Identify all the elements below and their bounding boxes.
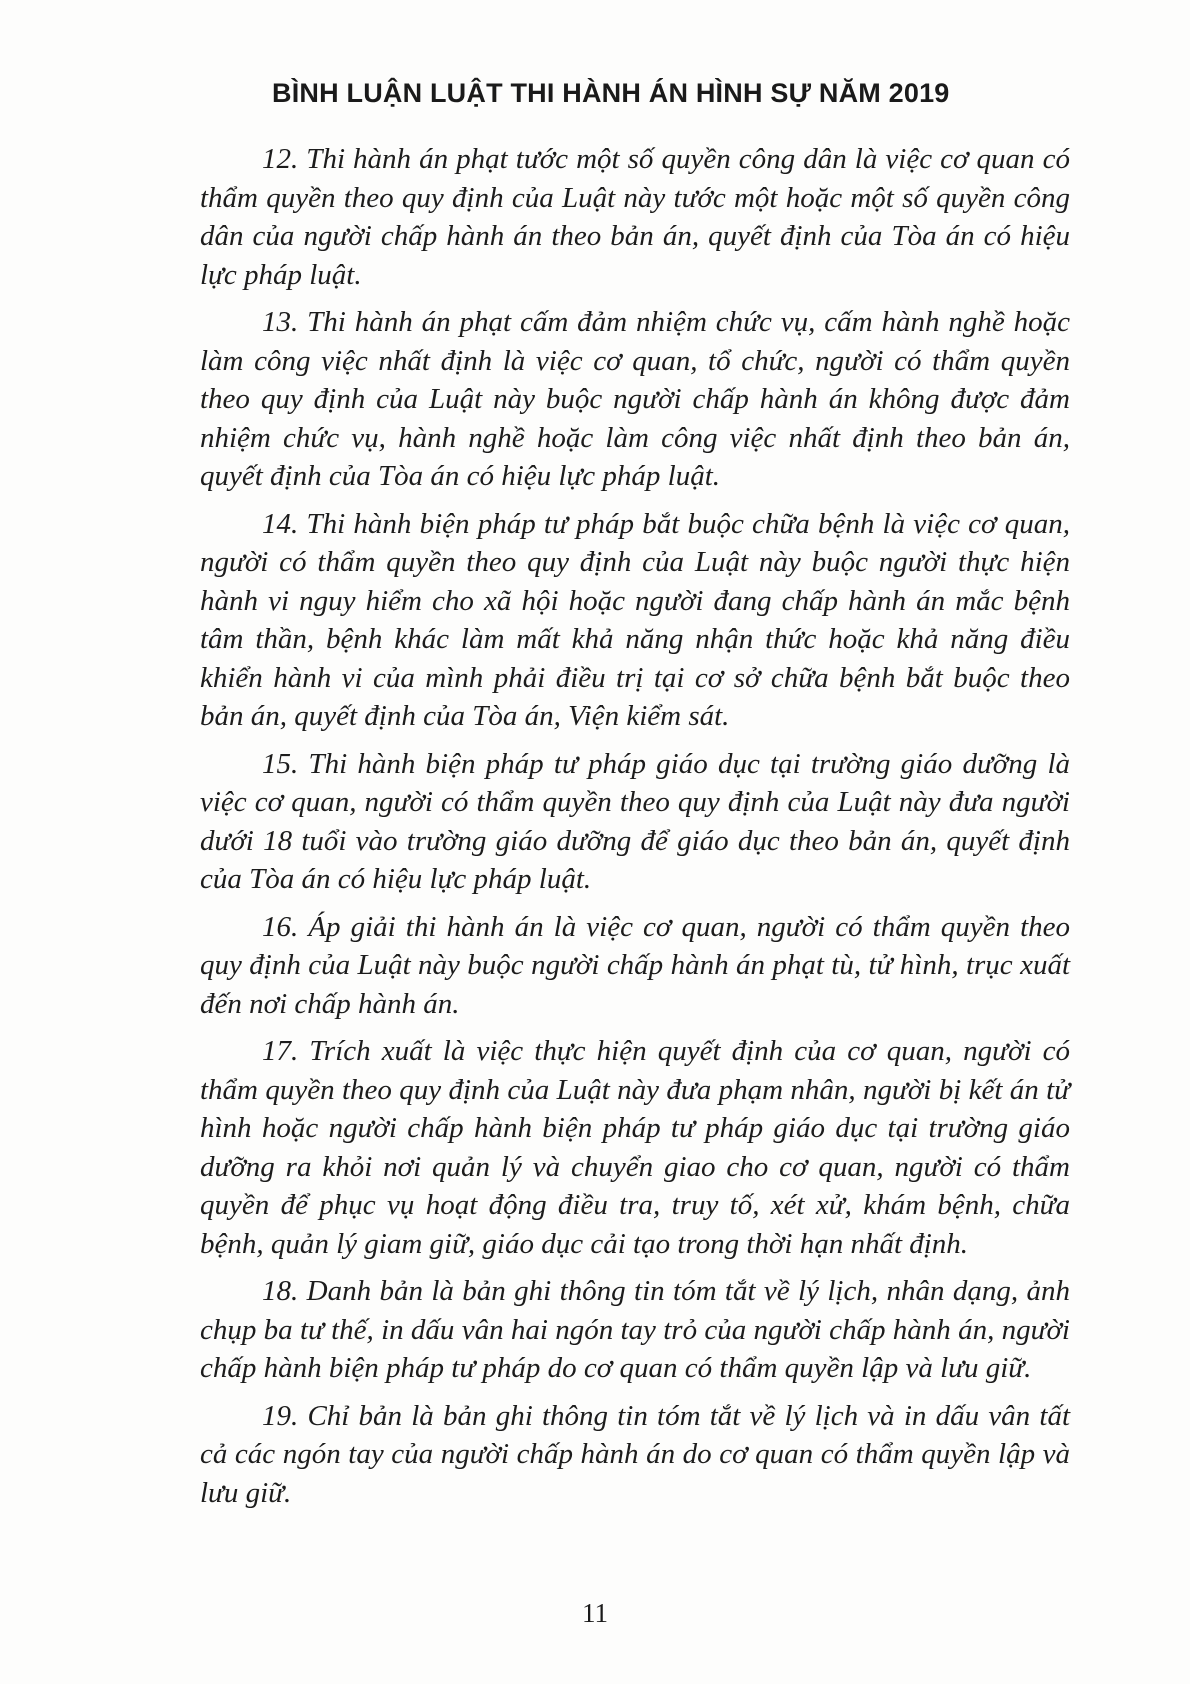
body-text xyxy=(200,140,1070,1521)
paragraph-16: 16. Áp giải thi hành án là việc cơ quan, người có thẩm quyền theo quy định của Luật này buộc người chấp hành án phạt tù, tử hình, trục xuất đến nơi chấp hành án. xyxy=(200,910,1070,1020)
running-header: BÌNH LUẬN LUẬT THI HÀNH ÁN HÌNH SỰ NĂM 2019 xyxy=(272,78,950,108)
paragraph-17: 17. Trích xuất là việc thực hiện quyết định của cơ quan, người có thẩm quyền theo quy định của Luật này đưa phạm nhân, người bị kết án tử hình hoặc người chấp hành biện pháp tư pháp giáo dục tại trường giáo dưỡng ra khỏi nơi quản lý và chuyển giao cho cơ quan, người có thẩm quyền để phục vụ hoạt động điều tra, truy tố, xét xử, khám bệnh, chữa bệnh, quản lý giam giữ, giáo dục cải tạo trong thời hạn nhất định. xyxy=(200,1035,1070,1260)
paragraph-12: 12. Thi hành án phạt tước một số quyền công dân là việc cơ quan có thẩm quyền theo quy định của Luật này tước một hoặc một số quyền công dân của người chấp hành án theo bản án, quyết định của Tòa án có hiệu lực pháp luật. xyxy=(200,143,1070,291)
paragraph-18: 18. Danh bản là bản ghi thông tin tóm tắt về lý lịch, nhân dạng, ảnh chụp ba tư thế, in dấu vân hai ngón tay trỏ của người chấp hành án, người chấp hành biện pháp tư pháp do cơ quan có thẩm quyền lập và lưu giữ. xyxy=(200,1275,1070,1384)
paragraph-19: 19. Chỉ bản là bản ghi thông tin tóm tắt về lý lịch và in dấu vân tất cả các ngón tay của người chấp hành án do cơ quan có thẩm quyền lập và lưu giữ. xyxy=(200,1399,1070,1509)
page-number: 11 xyxy=(582,1598,608,1628)
paragraph-15: 15. Thi hành biện pháp tư pháp giáo dục tại trường giáo dưỡng là việc cơ quan, người có thẩm quyền theo quy định của Luật này đưa người dưới 18 tuổi vào trường giáo dưỡng để giáo dục theo bản án, quyết định của Tòa án có hiệu lực pháp luật. xyxy=(200,747,1070,895)
paragraph-14: 14. Thi hành biện pháp tư pháp bắt buộc chữa bệnh là việc cơ quan, người có thẩm quyền theo quy định của Luật này buộc người thực hiện hành vi nguy hiểm cho xã hội hoặc người đang chấp hành án mắc bệnh tâm thần, bệnh khác làm mất khả năng nhận thức hoặc khả năng điều khiển hành vi của mình phải điều trị tại cơ sở chữa bệnh bắt buộc theo bản án, quyết định của Tòa án, Viện kiểm sát. xyxy=(200,507,1070,732)
paragraph-13: 13. Thi hành án phạt cấm đảm nhiệm chức vụ, cấm hành nghề hoặc làm công việc nhất định là việc cơ quan, tổ chức, người có thẩm quyền theo quy định của Luật này buộc người chấp hành án không được đảm nhiệm chức vụ, hành nghề hoặc làm công việc nhất định theo bản án, quyết định của Tòa án có hiệu lực pháp luật. xyxy=(200,306,1070,492)
